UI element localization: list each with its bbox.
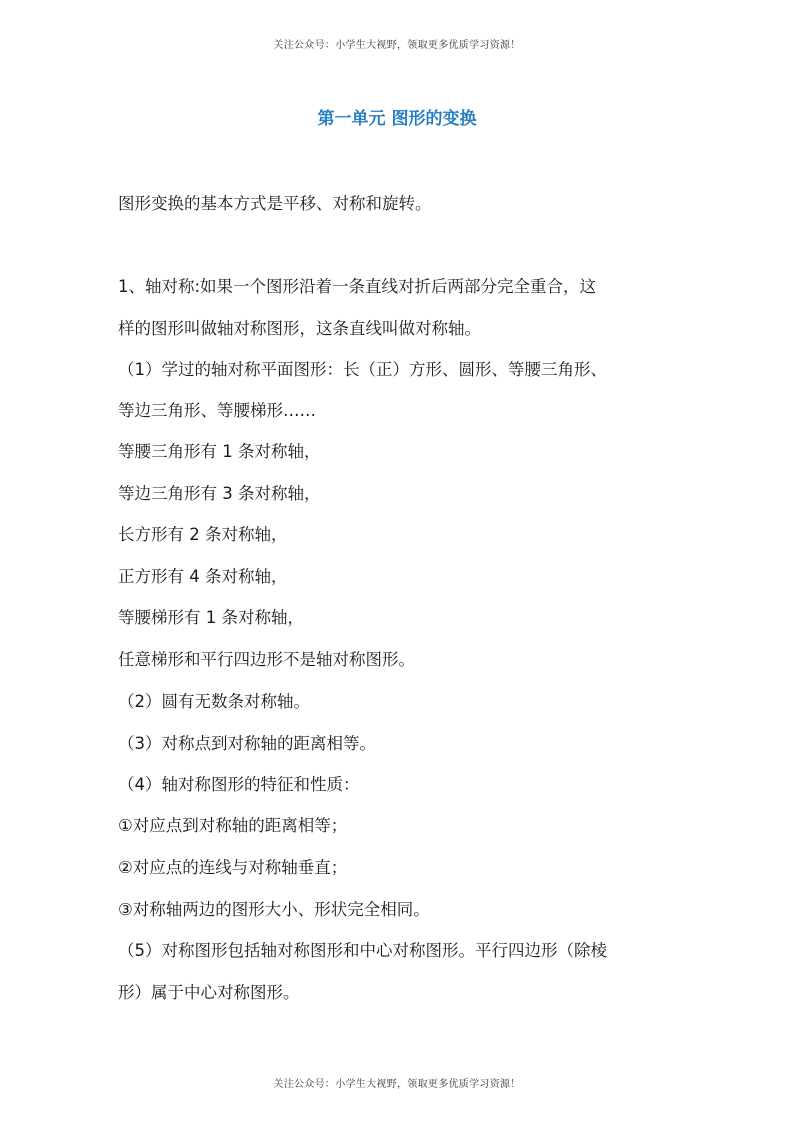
text-line: 1、轴对称:如果一个图形沿着一条直线对折后两部分完全重合，这 [118,277,597,296]
text-line: 等边三角形有 3 条对称轴， [118,484,321,503]
text-line: 形）属于中心对称图形。 [118,983,300,1002]
text-line: 等腰梯形有 1 条对称轴， [118,608,304,627]
text-line: （1）学过的轴对称平面图形：长（正）方形、圆形、等腰三角形、 [118,360,607,379]
text-line: 正方形有 4 条对称轴， [118,567,288,586]
text-line: ①对应点到对称轴的距离相等； [118,816,348,835]
text-line: ③对称轴两边的图形大小、形状完全相同。 [118,900,430,919]
text-line: 等边三角形、等腰梯形…… [118,401,316,420]
text-line: 等腰三角形有 1 条对称轴， [118,442,321,461]
text-line: 样的图形叫做轴对称图形，这条直线叫做对称轴。 [118,319,481,338]
page-header: 关注公众号：小学生大视野，领取更多优质学习资源！ [273,40,521,51]
page-footer: 关注公众号：小学生大视野，领取更多优质学习资源！ [273,1079,521,1090]
text-line: （4）轴对称图形的特征和性质： [118,775,360,794]
page-title: 第一单元 图形的变换 [317,109,477,129]
text-line: 长方形有 2 条对称轴， [118,525,288,544]
text-line: （5）对称图形包括轴对称图形和中心对称图形。平行四边形（除棱 [118,941,607,960]
intro-line: 图形变换的基本方式是平移、对称和旋转。 [118,194,432,213]
text-line: 任意梯形和平行四边形不是轴对称图形。 [118,650,415,669]
text-line: （3）对称点到对称轴的距离相等。 [118,734,376,753]
text-line: ②对应点的连线与对称轴垂直； [118,858,348,877]
text-line: （2）圆有无数条对称轴。 [118,692,310,711]
